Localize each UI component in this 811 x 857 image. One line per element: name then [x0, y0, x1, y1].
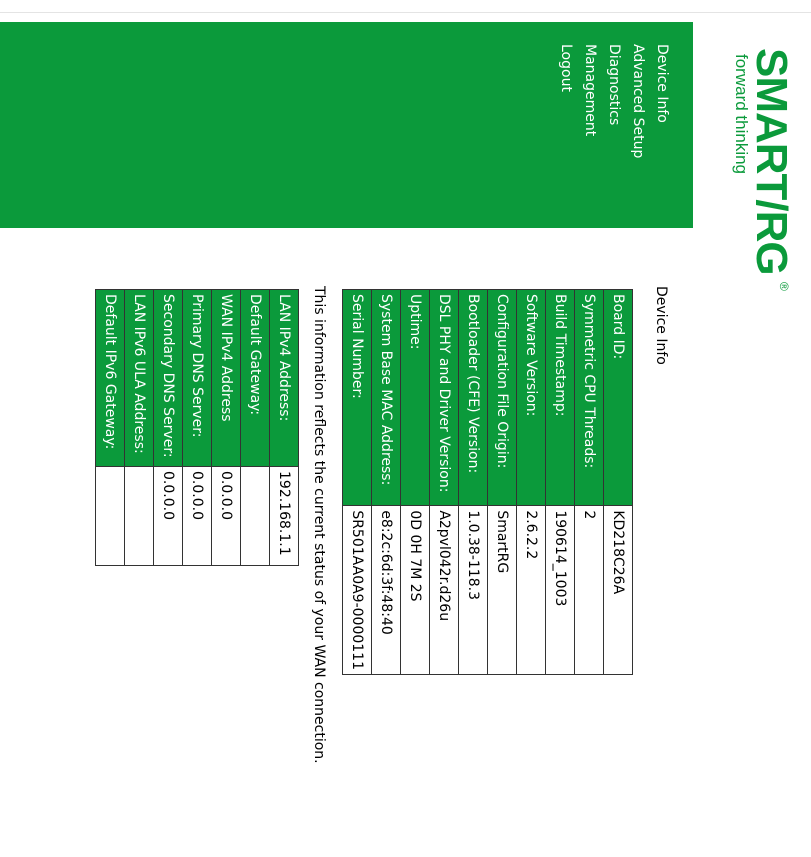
page-title: Device Info	[653, 286, 669, 365]
table-row	[401, 290, 430, 675]
row-value: 0D 0H 7M 2S	[401, 506, 430, 675]
row-value: A2pvl042r.d26u	[430, 506, 459, 675]
row-label: Default Gateway:	[241, 290, 270, 467]
row-value	[125, 467, 154, 566]
nav-item-diagnostics[interactable]: Diagnostics	[606, 44, 622, 126]
table-row	[488, 290, 517, 675]
row-label: LAN IPv6 ULA Address:	[125, 290, 154, 467]
table-row	[212, 290, 241, 566]
logo-tagline: forward thinking	[732, 54, 751, 175]
table-row	[604, 290, 633, 675]
row-label: Software Version:	[517, 290, 546, 506]
row-label: LAN IPv4 Address:	[270, 290, 299, 467]
wan-info-table	[95, 289, 299, 566]
device-info-table	[342, 289, 633, 675]
nav-item-logout[interactable]: Logout	[558, 44, 574, 92]
table-row	[270, 290, 299, 566]
row-label: WAN IPv4 Address	[212, 290, 241, 467]
nav-item-device-info[interactable]: Device Info	[654, 44, 670, 123]
row-label: Uptime:	[401, 290, 430, 506]
table-row	[372, 290, 401, 675]
row-label: Symmetric CPU Threads:	[575, 290, 604, 506]
row-value: SmartRG	[488, 506, 517, 675]
row-value	[96, 467, 125, 566]
row-label: Bootloader (CFE) Version:	[459, 290, 488, 506]
row-value: 0.0.0.0	[154, 467, 183, 566]
registered-mark: ®	[777, 282, 791, 291]
row-value: 2.6.2.2	[517, 506, 546, 675]
row-label: Primary DNS Server:	[183, 290, 212, 467]
row-label: Board ID:	[604, 290, 633, 506]
row-value	[241, 467, 270, 566]
row-label: Configuration File Origin:	[488, 290, 517, 506]
row-label: Build Timestamp:	[546, 290, 575, 506]
table-row	[575, 290, 604, 675]
row-label: DSL PHY and Driver Version:	[430, 290, 459, 506]
table-row	[430, 290, 459, 675]
table-row	[154, 290, 183, 566]
row-label: Default IPv6 Gateway:	[96, 290, 125, 467]
table-row	[241, 290, 270, 566]
logo-text: SMART/RG	[747, 48, 796, 275]
row-label: System Base MAC Address:	[372, 290, 401, 506]
table-row	[125, 290, 154, 566]
row-value: 1.0.38-118.3	[459, 506, 488, 675]
row-value: SR501AA0A9-0000111	[343, 506, 372, 675]
table-row	[459, 290, 488, 675]
nav-item-management[interactable]: Management	[582, 44, 598, 137]
table-row	[96, 290, 125, 566]
main-nav	[554, 44, 674, 158]
row-value: 0.0.0.0	[212, 467, 241, 566]
row-value: 192.168.1.1	[270, 467, 299, 566]
row-label: Serial Number:	[343, 290, 372, 506]
row-value: 2	[575, 506, 604, 675]
brand-logo	[713, 48, 796, 308]
row-value: KD218C26A	[604, 506, 633, 675]
table-row	[517, 290, 546, 675]
table-row	[183, 290, 212, 566]
row-value: e8:2c:6d:3f:48:40	[372, 506, 401, 675]
table-row	[343, 290, 372, 675]
wan-status-note: This information reflects the current status of your WAN connection.	[311, 286, 327, 764]
table-row	[546, 290, 575, 675]
top-divider	[0, 0, 811, 13]
nav-item-advanced-setup[interactable]: Advanced Setup	[630, 44, 646, 159]
row-value: 190614_1003	[546, 506, 575, 675]
row-label: Secondary DNS Server:	[154, 290, 183, 467]
row-value: 0.0.0.0	[183, 467, 212, 566]
